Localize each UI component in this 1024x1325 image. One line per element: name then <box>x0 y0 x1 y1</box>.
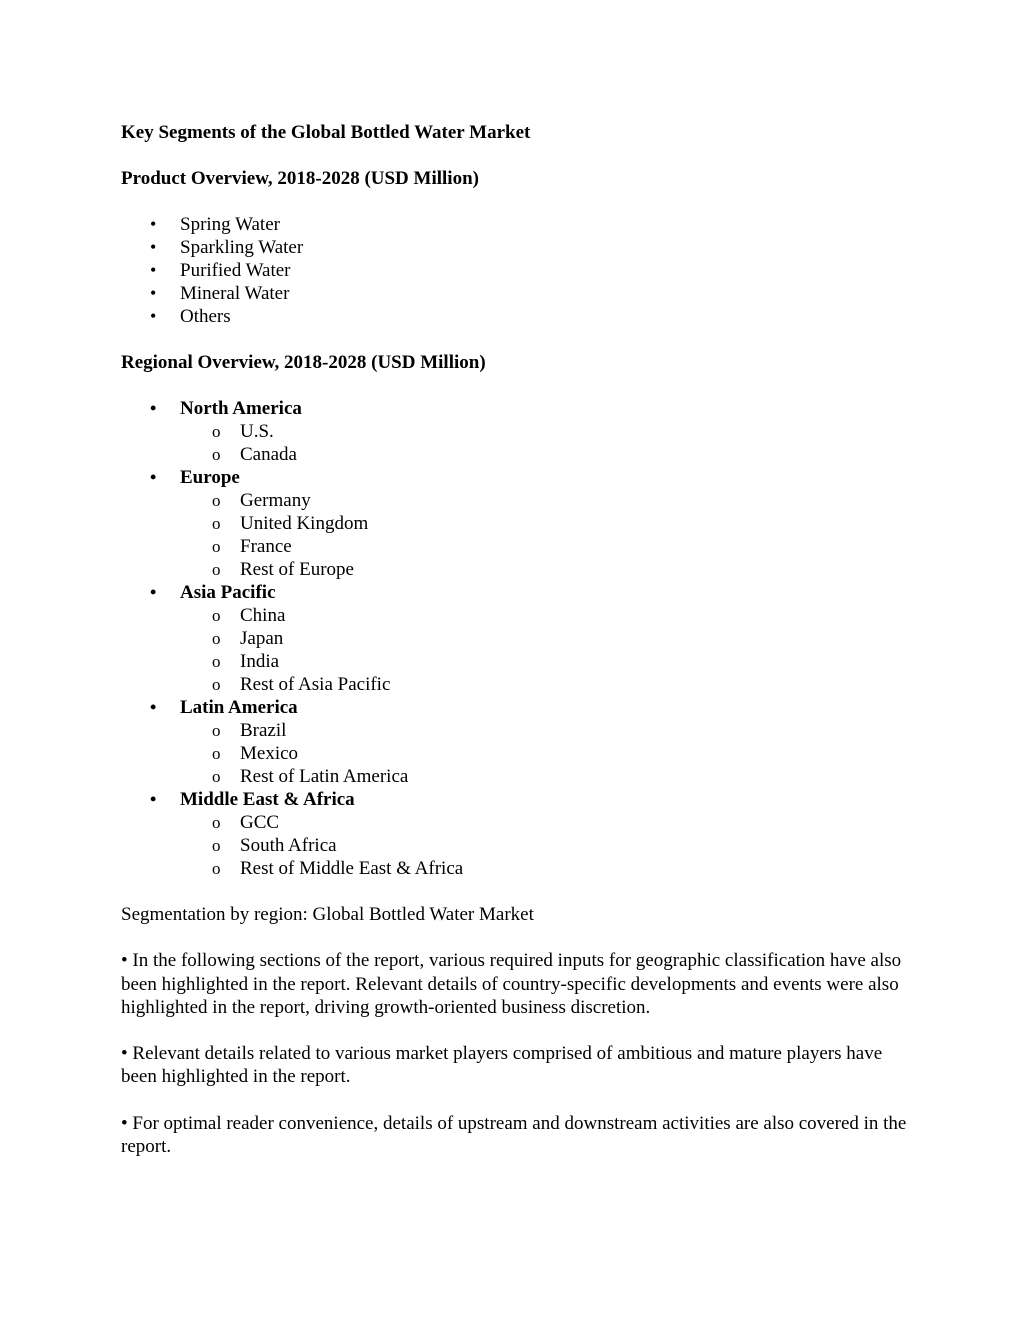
document-page <box>121 121 911 1158</box>
country-item: o China <box>212 605 286 626</box>
bullet-icon: • <box>150 398 157 418</box>
country-item: o U.S. <box>212 421 274 442</box>
product-overview-heading: Product Overview, 2018-2028 (USD Million) <box>121 168 479 189</box>
region-item: • Middle East & Africa <box>150 789 355 810</box>
circle-bullet-icon: o <box>212 652 221 671</box>
bullet-icon: • <box>150 582 157 602</box>
bullet-icon: • <box>150 283 157 303</box>
segmentation-paragraph: • For optimal reader convenience, details of upstream and downstream activities are also covered in the report. <box>121 1112 907 1158</box>
bullet-icon: • <box>150 214 157 234</box>
circle-bullet-icon: o <box>212 744 221 763</box>
country-item: o Rest of Latin America <box>212 766 409 787</box>
bullet-icon: • <box>150 260 157 280</box>
circle-bullet-icon: o <box>212 537 221 556</box>
country-item: o France <box>212 536 292 557</box>
document-title: Key Segments of the Global Bottled Water Market <box>121 122 531 143</box>
list-item: • Spring Water <box>150 214 280 235</box>
country-item: o Rest of Europe <box>212 559 354 580</box>
country-item: o South Africa <box>212 835 337 856</box>
country-item: o Rest of Asia Pacific <box>212 674 391 695</box>
circle-bullet-icon: o <box>212 560 221 579</box>
regional-overview-heading: Regional Overview, 2018-2028 (USD Million) <box>121 352 486 373</box>
segmentation-paragraph: • In the following sections of the report, various required inputs for geographic classification have also been highlighted in the report. Relevant details of country-specific developments and events were also highlighted in the report, driving growth-oriented business discretion. <box>121 950 902 1018</box>
circle-bullet-icon: o <box>212 491 221 510</box>
circle-bullet-icon: o <box>212 767 221 786</box>
list-item: • Mineral Water <box>150 283 290 304</box>
circle-bullet-icon: o <box>212 422 221 441</box>
country-item: o India <box>212 651 280 672</box>
bullet-icon: • <box>150 237 157 257</box>
country-item: o GCC <box>212 812 280 833</box>
circle-bullet-icon: o <box>212 514 221 533</box>
circle-bullet-icon: o <box>212 445 221 464</box>
circle-bullet-icon: o <box>212 813 221 832</box>
circle-bullet-icon: o <box>212 629 221 648</box>
country-item: o Mexico <box>212 743 299 764</box>
circle-bullet-icon: o <box>212 721 221 740</box>
list-item: • Others <box>150 306 231 327</box>
circle-bullet-icon: o <box>212 836 221 855</box>
segmentation-heading: Segmentation by region: Global Bottled Water Market <box>121 904 534 925</box>
region-item: • Asia Pacific <box>150 582 276 603</box>
country-item: o Brazil <box>212 720 287 741</box>
segmentation-paragraph: • Relevant details related to various market players comprised of ambitious and mature players have been highlighted in the report. <box>121 1043 883 1088</box>
region-list <box>121 397 911 880</box>
region-item: • Europe <box>150 467 240 488</box>
bullet-icon: • <box>150 306 157 326</box>
region-item: • North America <box>150 398 302 419</box>
product-list <box>121 213 911 328</box>
country-item: o Canada <box>212 444 297 465</box>
bullet-icon: • <box>150 467 157 487</box>
circle-bullet-icon: o <box>212 606 221 625</box>
bullet-icon: • <box>150 697 157 717</box>
list-item: • Purified Water <box>150 260 291 281</box>
circle-bullet-icon: o <box>212 859 221 878</box>
circle-bullet-icon: o <box>212 675 221 694</box>
country-item: o United Kingdom <box>212 513 369 534</box>
region-item: • Latin America <box>150 697 298 718</box>
bullet-icon: • <box>150 789 157 809</box>
country-item: o Japan <box>212 628 284 649</box>
country-item: o Germany <box>212 490 311 511</box>
country-item: o Rest of Middle East & Africa <box>212 858 464 879</box>
list-item: • Sparkling Water <box>150 237 304 258</box>
